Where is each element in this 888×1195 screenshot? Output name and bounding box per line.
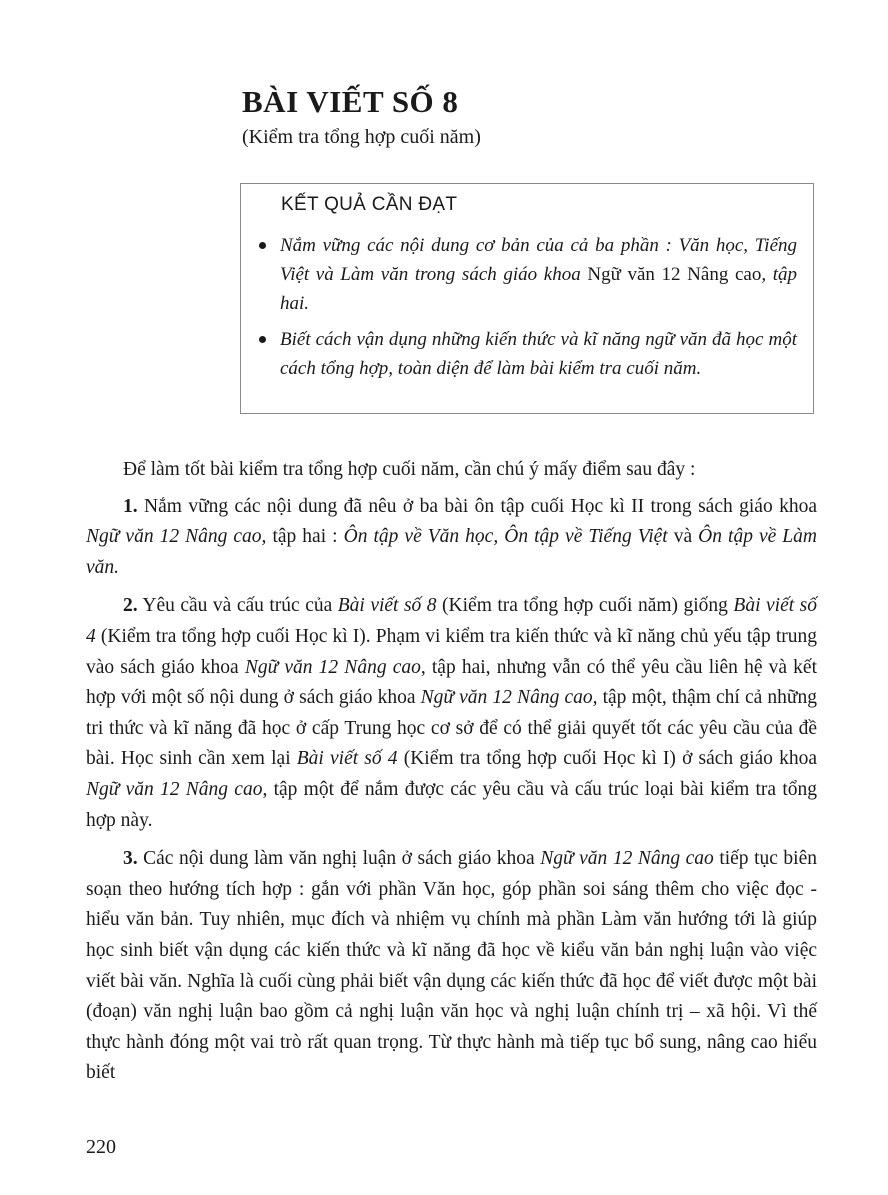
paragraph-number: 2.: [123, 595, 138, 617]
bullet-icon: [259, 336, 266, 343]
text-run: , tập một, thậm chí cả những tri thức và kĩ năng đã học ở cấp Trung học cơ sở để có thể giải quyết tốt các yêu cầu của đề bài. Học sinh cần xem lại: [86, 687, 817, 770]
text-run: tiếp tục biên soạn theo hướng tích hợp : gắn với phần Văn học, góp phần soi sáng thêm cho việc đọc - hiểu văn bản. Tuy nhiên, mục đích và nhiệm vụ chính mà phần Làm văn hướng tới là giúp học sinh biết vận dụng các kiến thức và kĩ năng đã học về kiểu văn bản nghị luận vào việc viết bài văn. Nghĩa là cuối cùng phải biết vận dụng các kiến thức đã học để viết được một bài (đoạn) văn nghị luận bao gồm cả nghị luận văn học và nghị luận chính trị – xã hội. Vì thế thực hành đóng một vai trò rất quan trọng. Từ thực hành mà tiếp tục bổ sung, nâng cao hiểu biết: [86, 848, 818, 1084]
paragraph-number: 3.: [123, 848, 138, 870]
text-run: , tập một để nắm được các yêu cầu và cấu trúc loại bài kiểm tra tổng hợp này.: [86, 778, 818, 831]
text-run: (Kiểm tra tổng hợp cuối năm) giống: [436, 595, 734, 617]
italic-run: Bài viết số 8: [337, 595, 437, 617]
bullet-icon: [259, 242, 266, 249]
body-text: [86, 455, 817, 1089]
page-subtitle: (Kiểm tra tổng hợp cuối năm): [242, 126, 481, 148]
text-run: tập hai :: [266, 526, 344, 548]
text-run: (Kiểm tra tổng hợp cuối Học kì I). Phạm vi kiểm tra kiến thức và kĩ năng chủ yếu tập trung vào sách giáo khoa: [86, 625, 817, 678]
outcome-text: Biết cách vận dụng những kiến thức và kĩ năng ngữ văn đã học một cách tổng hợp, toàn diện để làm bài kiểm tra cuối năm.: [280, 329, 797, 379]
outcome-text: Nắm vững các nội dung cơ bản của cả ba phần : Văn học, Tiếng Việt và Làm văn trong sách giáo khoa: [280, 235, 797, 285]
italic-run: Bài viết số 4: [86, 595, 817, 647]
paragraph-2: [86, 591, 817, 836]
italic-run: Ôn tập về Làm văn.: [86, 526, 817, 578]
italic-run: Ngữ văn 12 Nâng cao: [420, 687, 593, 709]
text-run: Các nội dung làm văn nghị luận ở sách giáo khoa: [137, 848, 541, 870]
learning-outcomes-box: [240, 183, 814, 414]
outcome-item: [259, 325, 797, 383]
outcome-list: [259, 231, 797, 318]
outcome-list: [259, 325, 797, 383]
paragraph-1: [86, 492, 817, 584]
paragraph-3: [86, 844, 817, 1089]
italic-run: Ôn tập về Văn học, Ôn tập về Tiếng Việt: [343, 526, 668, 548]
outcomes-heading: KẾT QUẢ CẦN ĐẠT: [281, 194, 458, 215]
text-run: Nắm vững các nội dung đã nêu ở ba bài ôn tập cuối Học kì II trong sách giáo khoa: [137, 495, 817, 517]
page-title: BÀI VIẾT SỐ 8: [242, 84, 459, 119]
italic-run: Ngữ văn 12 Nâng cao: [540, 848, 714, 870]
outcome-text: , tập hai.: [280, 264, 797, 314]
paragraph-number: 1.: [123, 495, 138, 517]
italic-run: Ngữ văn 12 Nâng cao: [244, 656, 421, 678]
page-number: 220: [86, 1136, 116, 1158]
italic-run: Ngữ văn 12 Nâng cao: [86, 778, 263, 800]
italic-run: Bài viết số 4: [296, 748, 398, 770]
text-run: Yêu cầu và cấu trúc của: [137, 595, 338, 617]
intro-paragraph: Để làm tốt bài kiểm tra tổng hợp cuối năm, cần chú ý mấy điểm sau đây :: [123, 459, 696, 480]
book-title: Ngữ văn 12 Nâng cao: [587, 264, 762, 285]
text-run: và: [667, 526, 699, 548]
text-run: , tập hai, nhưng vẫn có thể yêu cầu liên hệ và kết hợp với một số nội dung ở sách giáo khoa: [86, 656, 817, 709]
outcome-item: [259, 231, 797, 318]
text-run: (Kiểm tra tổng hợp cuối Học kì I) ở sách giáo khoa: [397, 748, 817, 770]
italic-run: Ngữ văn 12 Nâng cao,: [86, 526, 267, 548]
